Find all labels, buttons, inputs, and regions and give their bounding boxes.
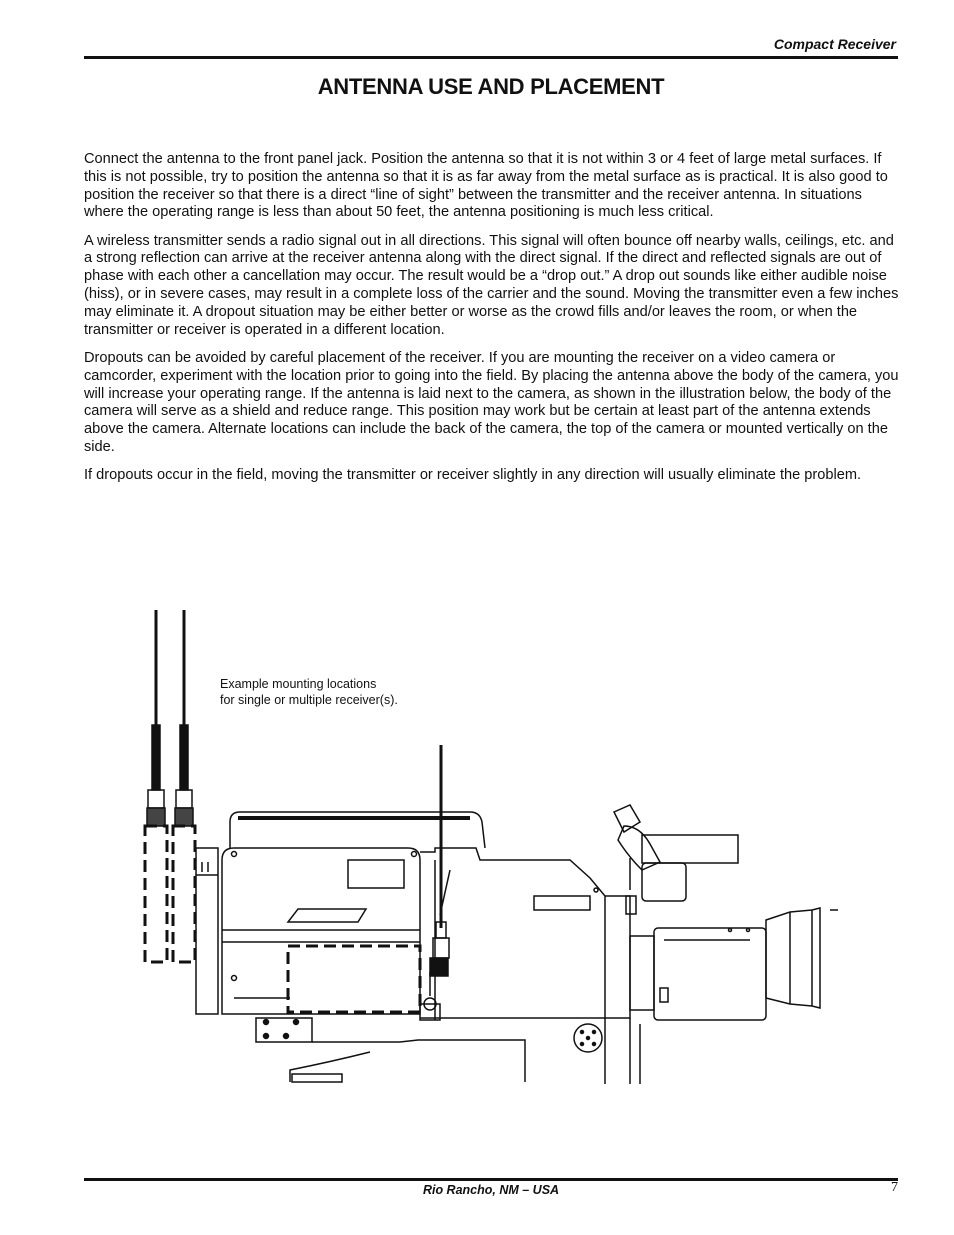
figure-caption: [220, 676, 398, 708]
footer-rule: [84, 1178, 898, 1181]
paragraph-1: Connect the antenna to the front panel jack. Position the antenna so that it is not within 3 or 4 feet of large metal surfaces. If this is not possible, try to position the antenna so that it is as far away from the metal surface as is practical. It is also good to position the receiver so that there is a direct “line of sight” between the transmitter and the receiver antenna. In situations where the operating range is less than about 50 feet, the antenna positioning is much less critical.: [84, 151, 888, 221]
camera-rear-plate: [196, 848, 218, 1014]
page-title: ANTENNA USE AND PLACEMENT: [317, 74, 665, 99]
page-number: 7: [891, 1180, 898, 1195]
footer-location: Rio Rancho, NM – USA: [422, 1183, 560, 1197]
lens: [766, 908, 838, 1008]
header-rule: [84, 56, 898, 59]
rear-receiver-outlines: [145, 826, 195, 962]
camera-center-body: [420, 848, 605, 1020]
camera-upper-body: [222, 848, 420, 1014]
front-receiver-antenna: [430, 745, 450, 976]
paragraph-4: If dropouts occur in the field, moving the transmitter or receiver slightly in any direction will usually eliminate the problem.: [84, 467, 862, 484]
camera-drawing: [130, 600, 850, 1100]
running-header: Compact Receiver: [773, 36, 896, 52]
caption-line-2: for single or multiple receiver(s).: [220, 693, 398, 707]
camera-bottom: [256, 1018, 640, 1084]
caption-line-1: Example mounting locations: [220, 677, 377, 691]
rear-receiver-antennas: [147, 610, 193, 826]
paragraph-2: A wireless transmitter sends a radio signal out in all directions. This signal will often bounce off nearby walls, ceilings, etc. and a strong reflection can arrive at the receiver antenna along with the direct signal. If the direct and reflected signals are out of phase with each other a cancellation may occur. The result would be a “drop out.” A drop out sounds like either audible noise (hiss), or in severe cases, may result in a complete loss of the carrier and the sound. Moving the transmitter even a few inches may eliminate it. A dropout situation may be either better or worse as the crowd fills and/or leaves the room, or when the transmitter or receiver is operated in a different location.: [84, 232, 899, 338]
body-text: [84, 151, 900, 496]
viewfinder: [614, 805, 738, 914]
paragraph-3: Dropouts can be avoided by careful placement of the receiver. If you are mounting the receiver on a video camera or camcorder, experiment with the location prior to going into the field. By placing the antenna above the body of the camera, you will increase your operating range. If the antenna is laid next to the camera, as shown in the illustration below, the body of the camera will serve as a shield and reduce range. This position may work but be certain at least part of the antenna extends above the camera. Alternate locations can include the back of the camera, the top of the camera or mounted vertically on the side.: [84, 349, 899, 455]
front-receiver-outline: [288, 946, 420, 1012]
camera-mounting-illustration: [130, 600, 850, 1100]
